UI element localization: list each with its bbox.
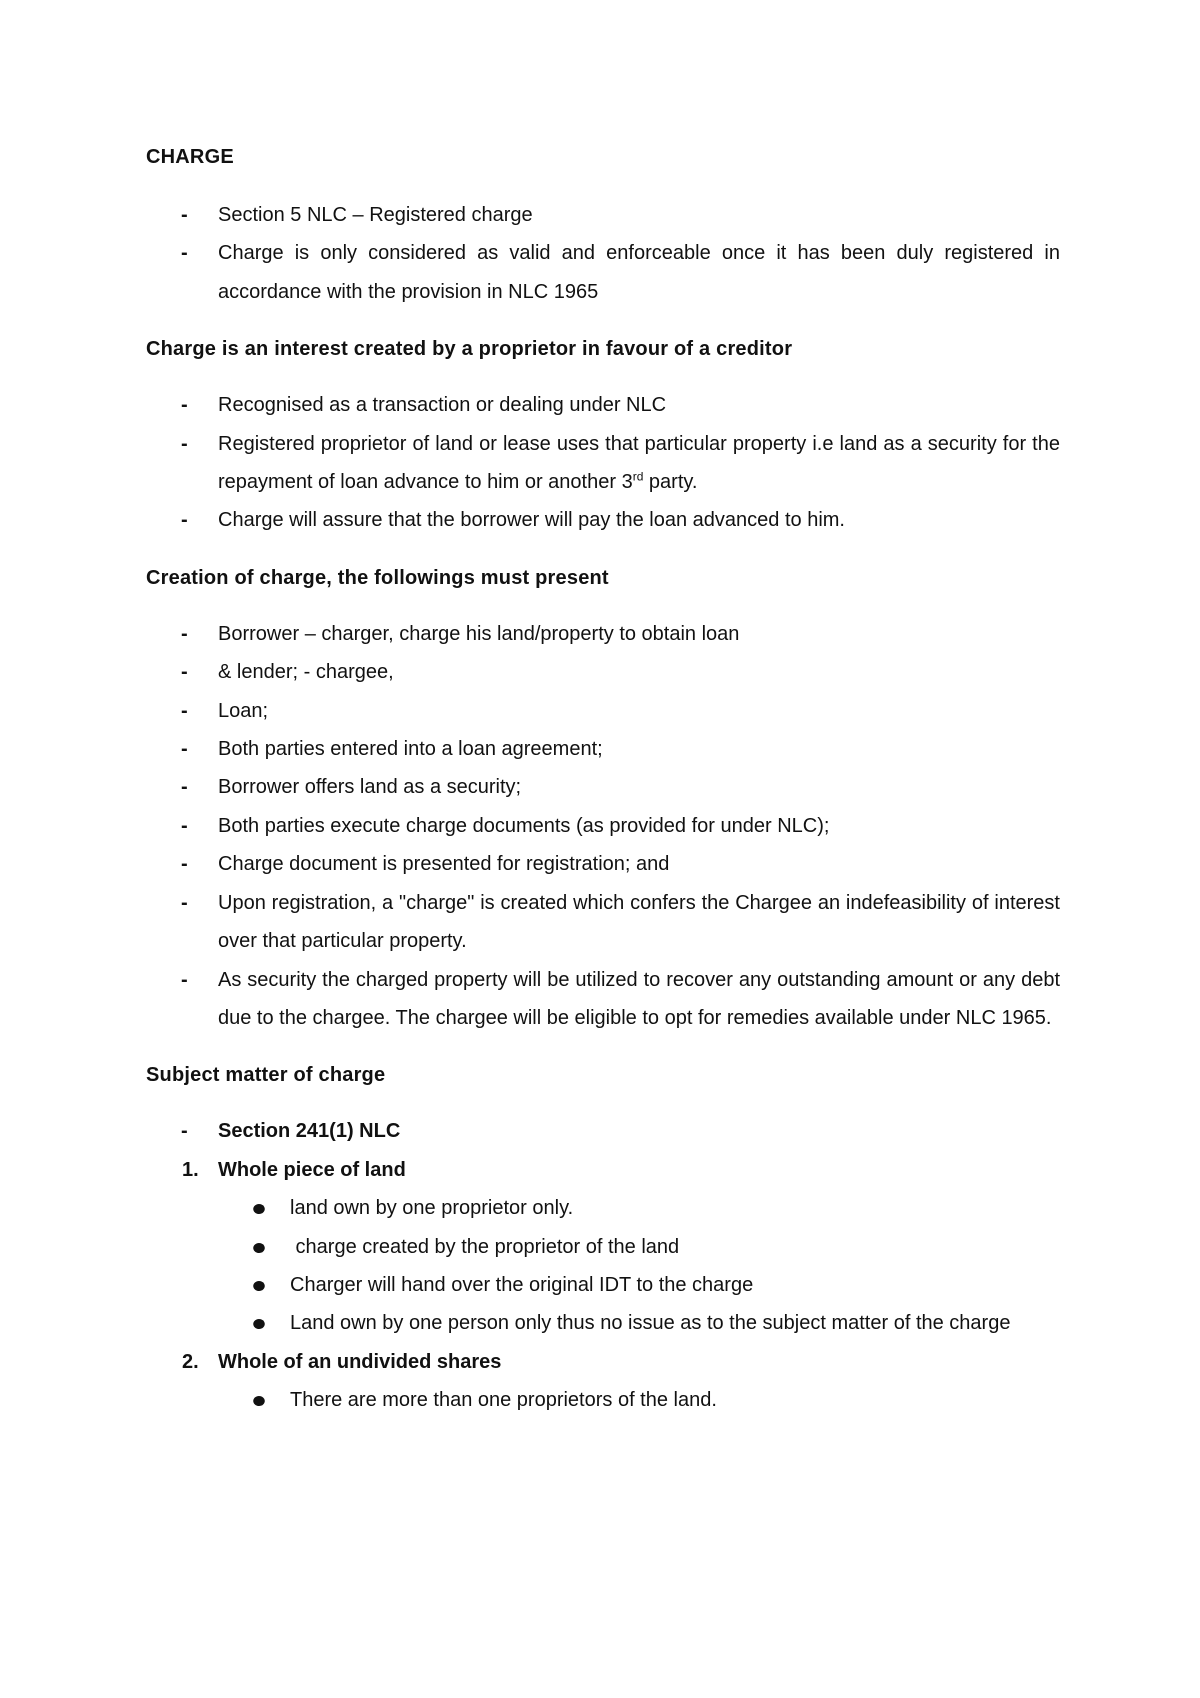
item-text: Charge document is presented for registration; and	[218, 853, 670, 876]
section-heading: Charge is an interest created by a proprietor in favour of a creditor	[146, 338, 793, 361]
dash-marker: -	[181, 394, 188, 417]
dash-marker: -	[181, 776, 188, 799]
item-text: Both parties entered into a loan agreement;	[218, 738, 603, 761]
dash-marker: -	[181, 891, 188, 914]
item-text: Recognised as a transaction or dealing under NLC	[218, 394, 667, 417]
list-item	[146, 615, 1060, 653]
item-text: Registered proprietor of land or lease uses that particular property i.e land as a security for the repayment of loan advance to him or another 3	[218, 432, 1060, 494]
section3-list	[146, 1112, 1060, 1419]
list-item	[146, 807, 1060, 845]
section1-list	[146, 386, 1060, 540]
document-content	[146, 138, 1060, 1420]
document-title: CHARGE	[146, 146, 234, 168]
item-text: There are more than one proprietors of the land.	[290, 1389, 717, 1412]
item-text: Section 5 NLC – Registered charge	[218, 204, 533, 226]
dash-marker: -	[181, 509, 188, 532]
list-item	[146, 386, 1060, 424]
number-marker: 1.	[182, 1158, 199, 1181]
item-text: Section 241(1) NLC	[218, 1120, 401, 1143]
item-text: Borrower – charger, charge his land/property to obtain loan	[218, 622, 740, 645]
item-text: Both parties execute charge documents (as provided for under NLC);	[218, 814, 830, 837]
dash-marker: -	[181, 1120, 188, 1143]
ordinal-suffix: rd	[632, 469, 644, 484]
dash-marker: -	[181, 738, 188, 761]
numbered-item	[146, 1343, 1060, 1381]
dash-marker: -	[181, 853, 188, 876]
dash-marker: -	[181, 814, 188, 837]
dash-marker: -	[181, 699, 188, 722]
list-item	[146, 234, 1060, 311]
item-text: Charge will assure that the borrower will pay the loan advanced to him.	[218, 509, 845, 532]
bullet-icon	[252, 1395, 267, 1408]
bullet-icon	[252, 1241, 267, 1254]
item-text: As security the charged property will be utilized to recover any outstanding amount or any debt due to the chargee. The chargee will be eligible to opt for remedies available under NLC 1965.	[218, 968, 1060, 1029]
list-item	[146, 196, 1060, 234]
list-item	[146, 692, 1060, 730]
item-text: Charger will hand over the original IDT to the charge	[290, 1273, 754, 1296]
section-heading: Subject matter of charge	[146, 1064, 386, 1087]
dash-marker: -	[181, 432, 188, 455]
bullet-item	[146, 1381, 1060, 1419]
item-text: Land own by one person only thus no issue as to the subject matter of the charge	[290, 1312, 1011, 1335]
bullet-icon	[252, 1318, 267, 1331]
bullet-icon	[252, 1280, 267, 1293]
item-text: charge created by the proprietor of the land	[290, 1235, 680, 1258]
list-item	[146, 884, 1060, 961]
bullet-icon	[252, 1203, 267, 1216]
bullet-item	[146, 1189, 1060, 1227]
list-item	[146, 730, 1060, 768]
number-marker: 2.	[182, 1350, 199, 1373]
dash-marker: -	[181, 204, 188, 226]
list-item	[146, 768, 1060, 806]
bullet-item	[146, 1266, 1060, 1304]
list-item	[146, 653, 1060, 691]
intro-list	[146, 196, 1060, 311]
bullet-item	[146, 1304, 1060, 1342]
item-text: Borrower offers land as a security;	[218, 776, 522, 799]
item-text: Upon registration, a "charge" is created which confers the Chargee an indefeasibility of interest over that particular property.	[218, 891, 1060, 953]
dash-marker: -	[181, 968, 188, 991]
list-item	[146, 501, 1060, 539]
list-item	[146, 961, 1060, 1038]
item-text: Whole piece of land	[218, 1158, 406, 1181]
item-text: Whole of an undivided shares	[218, 1350, 502, 1373]
list-item	[146, 1112, 1060, 1150]
item-text: Loan;	[218, 699, 269, 722]
numbered-item	[146, 1151, 1060, 1189]
list-item	[146, 425, 1060, 502]
item-text: party.	[643, 471, 698, 494]
section-heading: Creation of charge, the followings must present	[146, 566, 609, 589]
section2-list	[146, 615, 1060, 1037]
dash-marker: -	[181, 242, 188, 265]
item-text: land own by one proprietor only.	[290, 1197, 574, 1220]
item-text: Charge is only considered as valid and enforceable once it has been duly registered in accordance with the provision in NLC 1965	[218, 242, 1060, 303]
item-text: & lender; - chargee,	[218, 661, 394, 684]
dash-marker: -	[181, 661, 188, 684]
list-item	[146, 845, 1060, 883]
dash-marker: -	[181, 622, 188, 645]
bullet-item	[146, 1228, 1060, 1266]
